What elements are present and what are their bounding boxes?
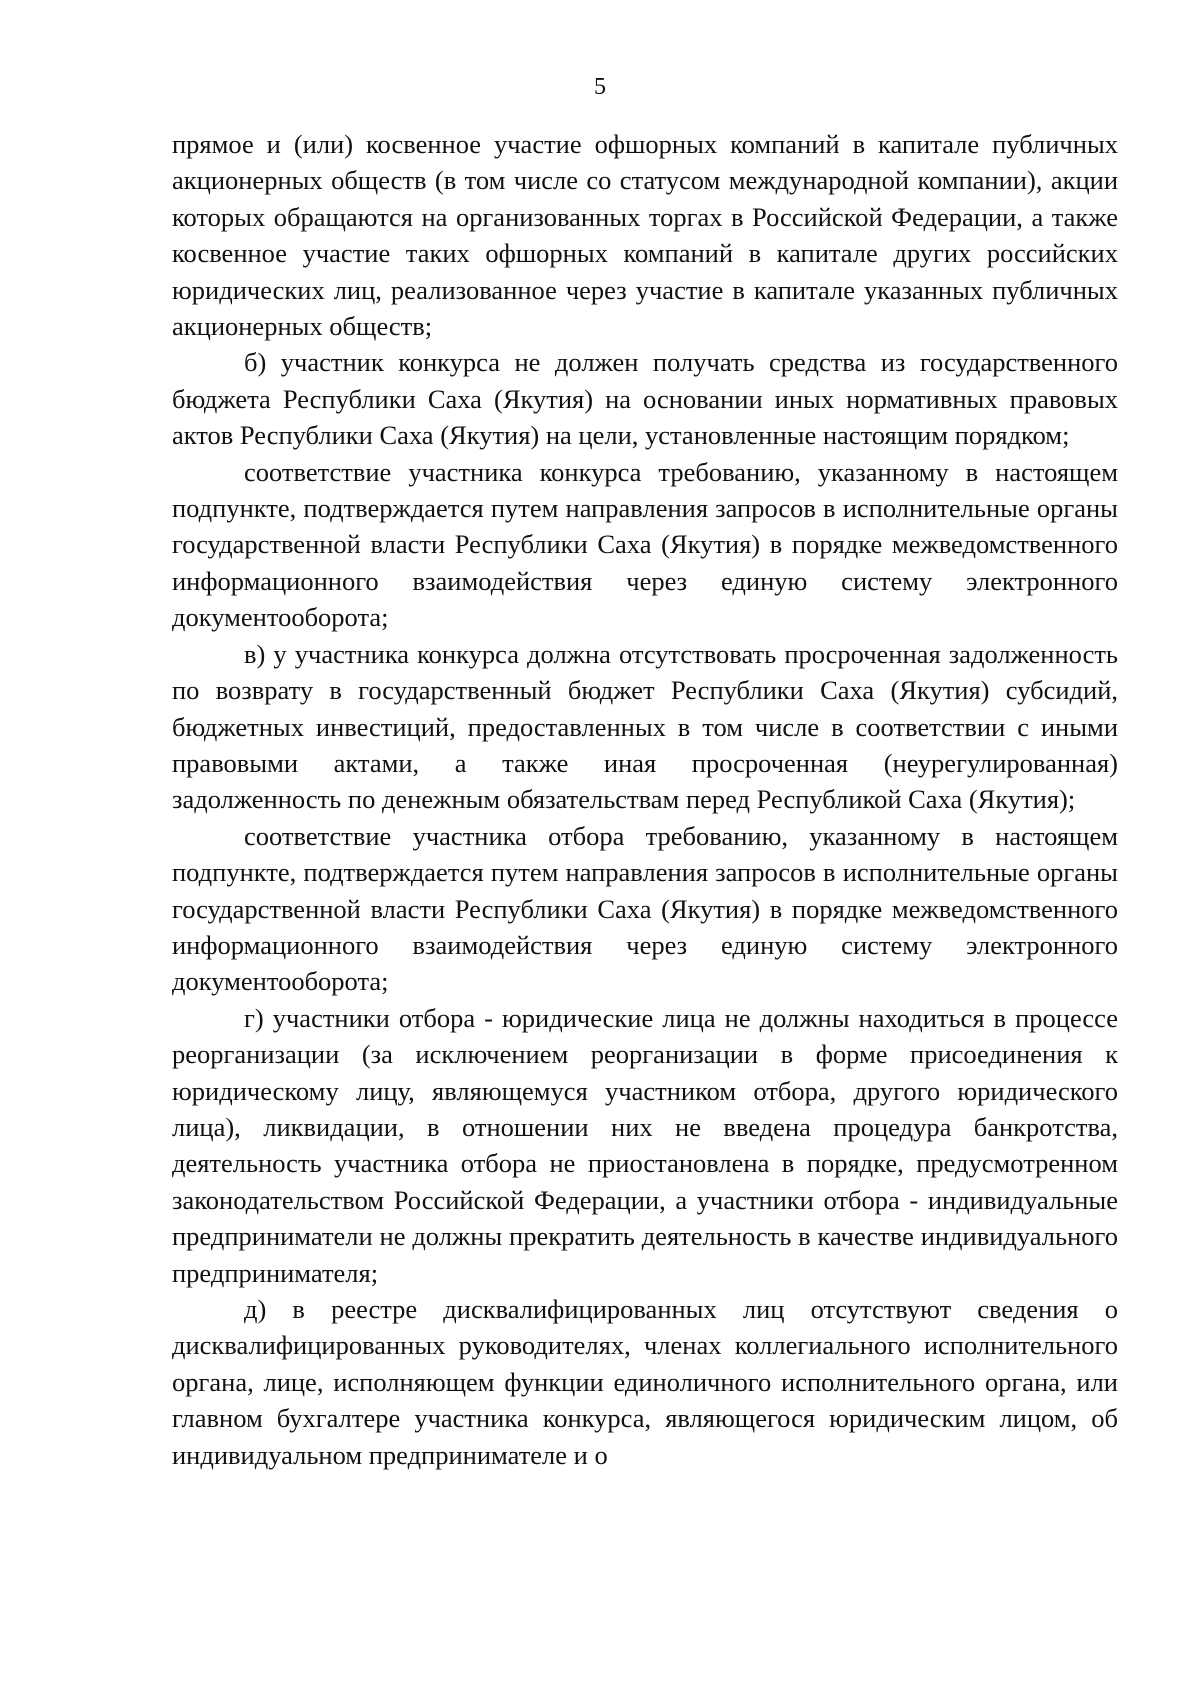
paragraph-item-g: г) участники отбора - юридические лица не должны находиться в процессе реорганизации (за исключением реорганизации в форме присоединения к юридическому лицу, являющемуся участником отбора, другого юридического лица), ликвидации, в отношении них не введена процедура банкротства, деятельность участника отбора не приостановлена в порядке, предусмотренном законодательством Российской Федерации, а участники отбора - индивидуальные предприниматели не должны прекратить деятельность в качестве индивидуального предпринимателя; xyxy=(172,1002,1118,1288)
paragraph-item-d: д) в реестре дисквалифицированных лиц отсутствуют сведения о дисквалифицированных руководителях, членах коллегиального исполнительного органа, лице, исполняющем функции единоличного исполнительного органа, или главном бухгалтере участника конкурса, являющегося юридическим лицом, об индивидуальном предпринимателе и о xyxy=(172,1294,1118,1470)
paragraph-offshore-participation: прямое и (или) косвенное участие офшорных компаний в капитале публичных акционерных обществ (в том числе со статусом международной компании), акции которых обращаются на организованных торгах в Российской Федерации, а также косвенное участие таких офшорных компаний в капитале других российских юридических лиц, реализованное через участие в капитале указанных публичных акционерных обществ; xyxy=(172,129,1118,342)
document-body xyxy=(172,126,1118,1473)
paragraph-item-v-compliance: соответствие участника отбора требованию, указанному в настоящем подпункте, подтверждается путем направления запросов в исполнительные органы государственной власти Республики Саха (Якутия) в порядке межведомственного информационного взаимодействия через единую систему электронного документооборота; xyxy=(172,820,1118,997)
paragraph-item-b-compliance: соответствие участника конкурса требованию, указанному в настоящем подпункте, подтверждается путем направления запросов в исполнительные органы государственной власти Республики Саха (Якутия) в порядке межведомственного информационного взаимодействия через единую систему электронного документооборота; xyxy=(172,456,1118,633)
paragraph-item-v: в) у участника конкурса должна отсутствовать просроченная задолженность по возврату в государственный бюджет Республики Саха (Якутия) субсидий, бюджетных инвестиций, предоставленных в том числе в соответствии с иными правовыми актами, а также иная просроченная (неурегулированная) задолженность по денежным обязательствам перед Республикой Саха (Якутия); xyxy=(172,638,1118,815)
page-number: 5 xyxy=(594,74,606,100)
paragraph-item-b: б) участник конкурса не должен получать средства из государственного бюджета Республики Саха (Якутия) на основании иных нормативных правовых актов Республики Саха (Якутия) на цели, установленные настоящим порядком; xyxy=(172,347,1118,451)
